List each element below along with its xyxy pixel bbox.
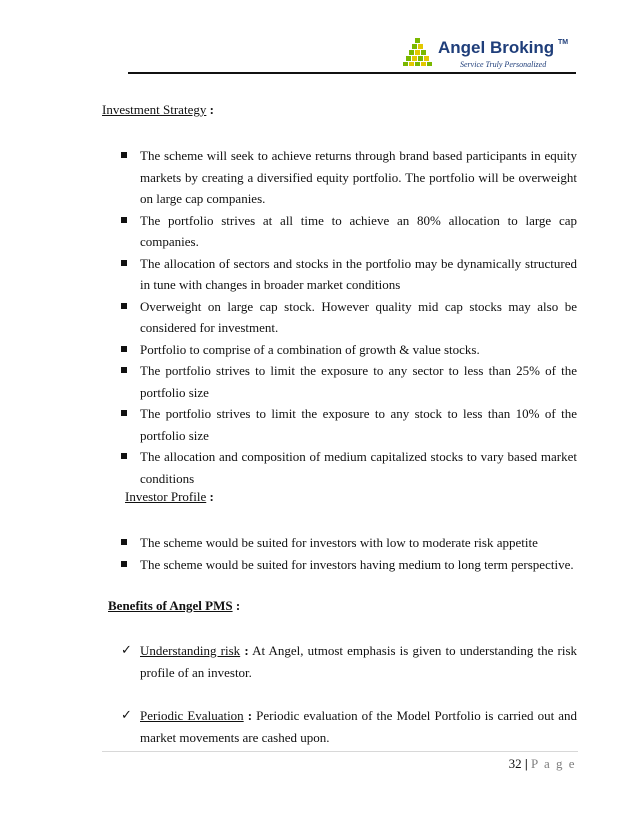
square-bullet-icon [121,260,127,266]
list-item: Overweight on large cap stock. However quality mid cap stocks may also be considered for investment. [121,296,577,339]
square-bullet-icon [121,561,127,567]
benefit-text: Periodic evaluation of the Model Portfolio is carried out and market movements are cashed upon. [140,708,577,745]
investment-strategy-list [121,145,577,489]
angel-broking-logo [398,36,578,74]
square-bullet-icon [121,152,127,158]
benefits-heading: Benefits of Angel PMS : [108,598,241,613]
square-bullet-icon [121,303,127,309]
page-number: 32 [508,756,522,771]
square-bullet-icon [121,346,127,352]
benefit-term: Understanding risk [140,643,241,658]
trademark-mark: TM [558,39,569,46]
page-footer: 32 | P a g e [508,756,576,771]
square-bullet-icon [121,217,127,223]
square-bullet-icon [121,410,127,416]
investor-profile-heading: Investor Profile : [125,489,214,504]
benefit-term: Periodic Evaluation [140,708,244,723]
footer-rule [102,751,578,752]
benefit-text: At Angel, utmost emphasis is given to understanding the risk profile of an investor. [140,643,578,680]
square-bullet-icon [121,539,127,545]
benefit-item: ✓ Understanding risk : At Angel, utmost emphasis is given to understanding the risk profile of an investor. [121,640,577,683]
list-item: The scheme would be suited for investors having medium to long term perspective. [121,554,577,576]
list-item: The scheme would be suited for investors with low to moderate risk appetite [121,532,577,554]
square-bullet-icon [121,453,127,459]
investment-strategy-heading: Investment Strategy : [102,102,214,117]
benefit-item: ✓ Periodic Evaluation : Periodic evaluation of the Model Portfolio is carried out and market movements are cashed upon. [121,705,577,748]
brand-tagline: Service Truly Personalized [460,60,547,69]
list-item: The portfolio strives to limit the exposure to any stock to less than 10% of the portfolio size [121,403,577,446]
header-rule [128,72,576,74]
list-item: Portfolio to comprise of a combination of growth & value stocks. [121,339,577,361]
list-item: The scheme will seek to achieve returns through brand based participants in equity markets by creating a diversified equity portfolio. The portfolio will be overweight on large cap companies. [121,145,577,210]
list-item: The portfolio strives at all time to achieve an 80% allocation to large cap companies. [121,210,577,253]
check-icon: ✓ [121,708,132,723]
list-item: The allocation and composition of medium capitalized stocks to vary based market conditions [121,446,577,489]
check-icon: ✓ [121,643,132,658]
list-item: The allocation of sectors and stocks in the portfolio may be dynamically structured in tune with changes in broader market conditions [121,253,577,296]
pyramid-logo-icon [398,36,438,66]
square-bullet-icon [121,367,127,373]
brand-name: Angel Broking [438,38,555,57]
list-item: The portfolio strives to limit the exposure to any sector to less than 25% of the portfolio size [121,360,577,403]
investor-profile-list [121,532,577,575]
page-label: P a g e [530,756,576,771]
